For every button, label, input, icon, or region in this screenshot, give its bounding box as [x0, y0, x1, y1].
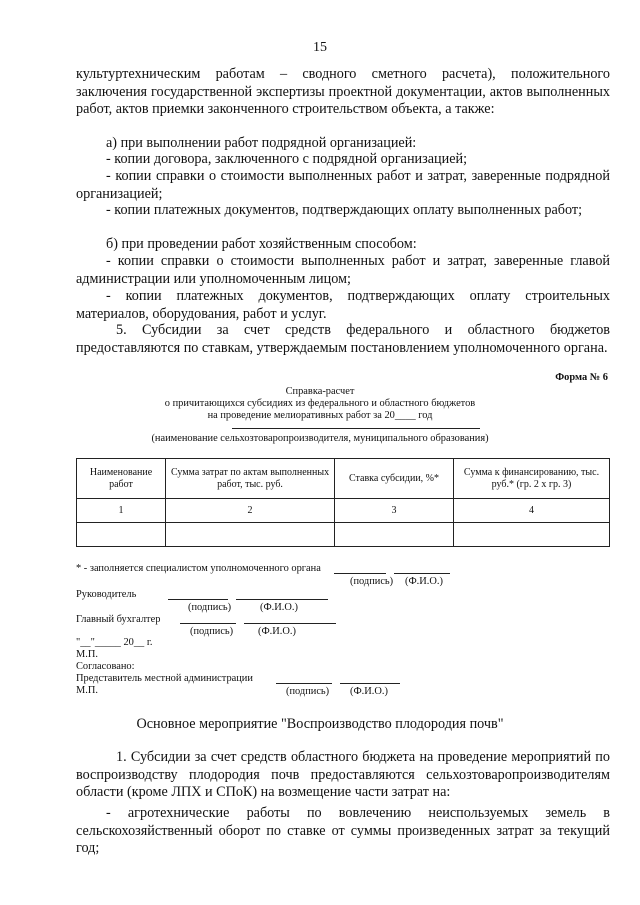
- local-fio-line: [340, 683, 400, 684]
- head-sign-caption: (подпись): [188, 602, 232, 613]
- local-fio-caption: (Ф.И.О.): [350, 686, 388, 697]
- fio-line: [394, 573, 450, 574]
- item-a-1: - копии договора, заключенного с подрядной организацией;: [106, 151, 468, 167]
- table-column-number: 1: [77, 499, 166, 523]
- table-column-number: 2: [166, 499, 335, 523]
- accountant-fio-line: [244, 623, 336, 624]
- form-subtitle-2: на проведение мелиоративных работ за 20____ год: [207, 410, 433, 421]
- accountant-fio-caption: (Ф.И.О.): [258, 626, 296, 637]
- item-b-1: - копии справки о стоимости выполненных работ и затрат, заверенные главой администрации или уполномоченным лицом;: [76, 253, 610, 287]
- table-empty-cell: [77, 523, 166, 547]
- agreed-label: Согласовано:: [76, 661, 135, 672]
- item-b: б) при проведении работ хозяйственным способом:: [106, 236, 417, 252]
- head-fio-caption: (Ф.И.О.): [260, 602, 298, 613]
- accountant-label: Главный бухгалтер: [76, 614, 161, 625]
- calculation-table: [76, 458, 610, 547]
- table-empty-cell: [454, 523, 610, 547]
- item-a: а) при выполнении работ подрядной организацией:: [106, 135, 417, 151]
- bottom-item: - агротехнические работы по вовлечению неиспользуемых земель в сельскохозяйственный оборот по ставке от суммы произведенных затрат за текущий год;: [76, 805, 610, 857]
- sign-caption: (подпись): [350, 576, 394, 587]
- name-line: [232, 428, 480, 429]
- table-header: Сумма затрат по актам выполненных работ, тыс. руб.: [166, 459, 335, 499]
- local-rep-label: Представитель местной администрации: [76, 673, 253, 684]
- section-title: Основное мероприятие "Воспроизводство плодородия почв": [136, 716, 504, 732]
- form-title: Справка-расчет: [285, 386, 355, 397]
- paragraph-5: 5. Субсидии за счет средств федерального и областного бюджетов предоставляются по ставкам, утверждаемым постановлением уполномоченного органа.: [76, 322, 610, 356]
- fio-caption: (Ф.И.О.): [405, 576, 443, 587]
- form-subtitle-1: о причитающихся субсидиях из федерального и областного бюджетов: [164, 398, 476, 409]
- table-column-number: 3: [335, 499, 454, 523]
- table-header: Наименование работ: [77, 459, 166, 499]
- table-empty-cell: [166, 523, 335, 547]
- sign-line: [334, 573, 386, 574]
- table-header: Ставка субсидии, %*: [335, 459, 454, 499]
- table-empty-cell: [335, 523, 454, 547]
- form-number: Форма № 6: [555, 372, 608, 383]
- page-number: 15: [313, 40, 327, 55]
- name-caption: (наименование сельхозтоваропроизводителя, муниципального образования): [151, 433, 489, 444]
- paragraph-1: 1. Субсидии за счет средств областного бюджета на проведение мероприятий по воспроизводству плодородия почв предоставляются сельхозтоваропроизводителям области (кроме ЛПХ и СПоК) на возмещение части затрат на:: [76, 749, 610, 801]
- head-fio-line: [236, 599, 328, 600]
- head-sign-line: [168, 599, 228, 600]
- table-header: Сумма к финансированию, тыс. руб.* (гр. 2 х гр. 3): [454, 459, 610, 499]
- head-label: Руководитель: [76, 589, 137, 600]
- date-line: "__"_____ 20__ г.: [76, 637, 153, 648]
- footnote: * - заполняется специалистом уполномоченного органа: [76, 563, 321, 574]
- stamp-place-2: М.П.: [76, 685, 98, 696]
- item-a-3: - копии платежных документов, подтверждающих оплату выполненных работ;: [106, 202, 583, 218]
- item-a-2: - копии справки о стоимости выполненных работ и затрат, заверенные подрядной организацией;: [76, 168, 610, 202]
- local-sign-caption: (подпись): [286, 686, 330, 697]
- accountant-sign-line: [180, 623, 236, 624]
- item-b-2: - копии платежных документов, подтверждающих оплату строительных материалов, оборудования, работ и услуг.: [76, 288, 610, 322]
- local-sign-line: [276, 683, 332, 684]
- accountant-sign-caption: (подпись): [190, 626, 234, 637]
- table-column-number: 4: [454, 499, 610, 523]
- stamp-place: М.П.: [76, 649, 98, 660]
- top-paragraph: культуртехническим работам – сводного сметного расчета), положительного заключения государственной экспертизы проектной документации, актов выполненных работ, актов приемки законченного строительством объекта, а также:: [76, 66, 610, 118]
